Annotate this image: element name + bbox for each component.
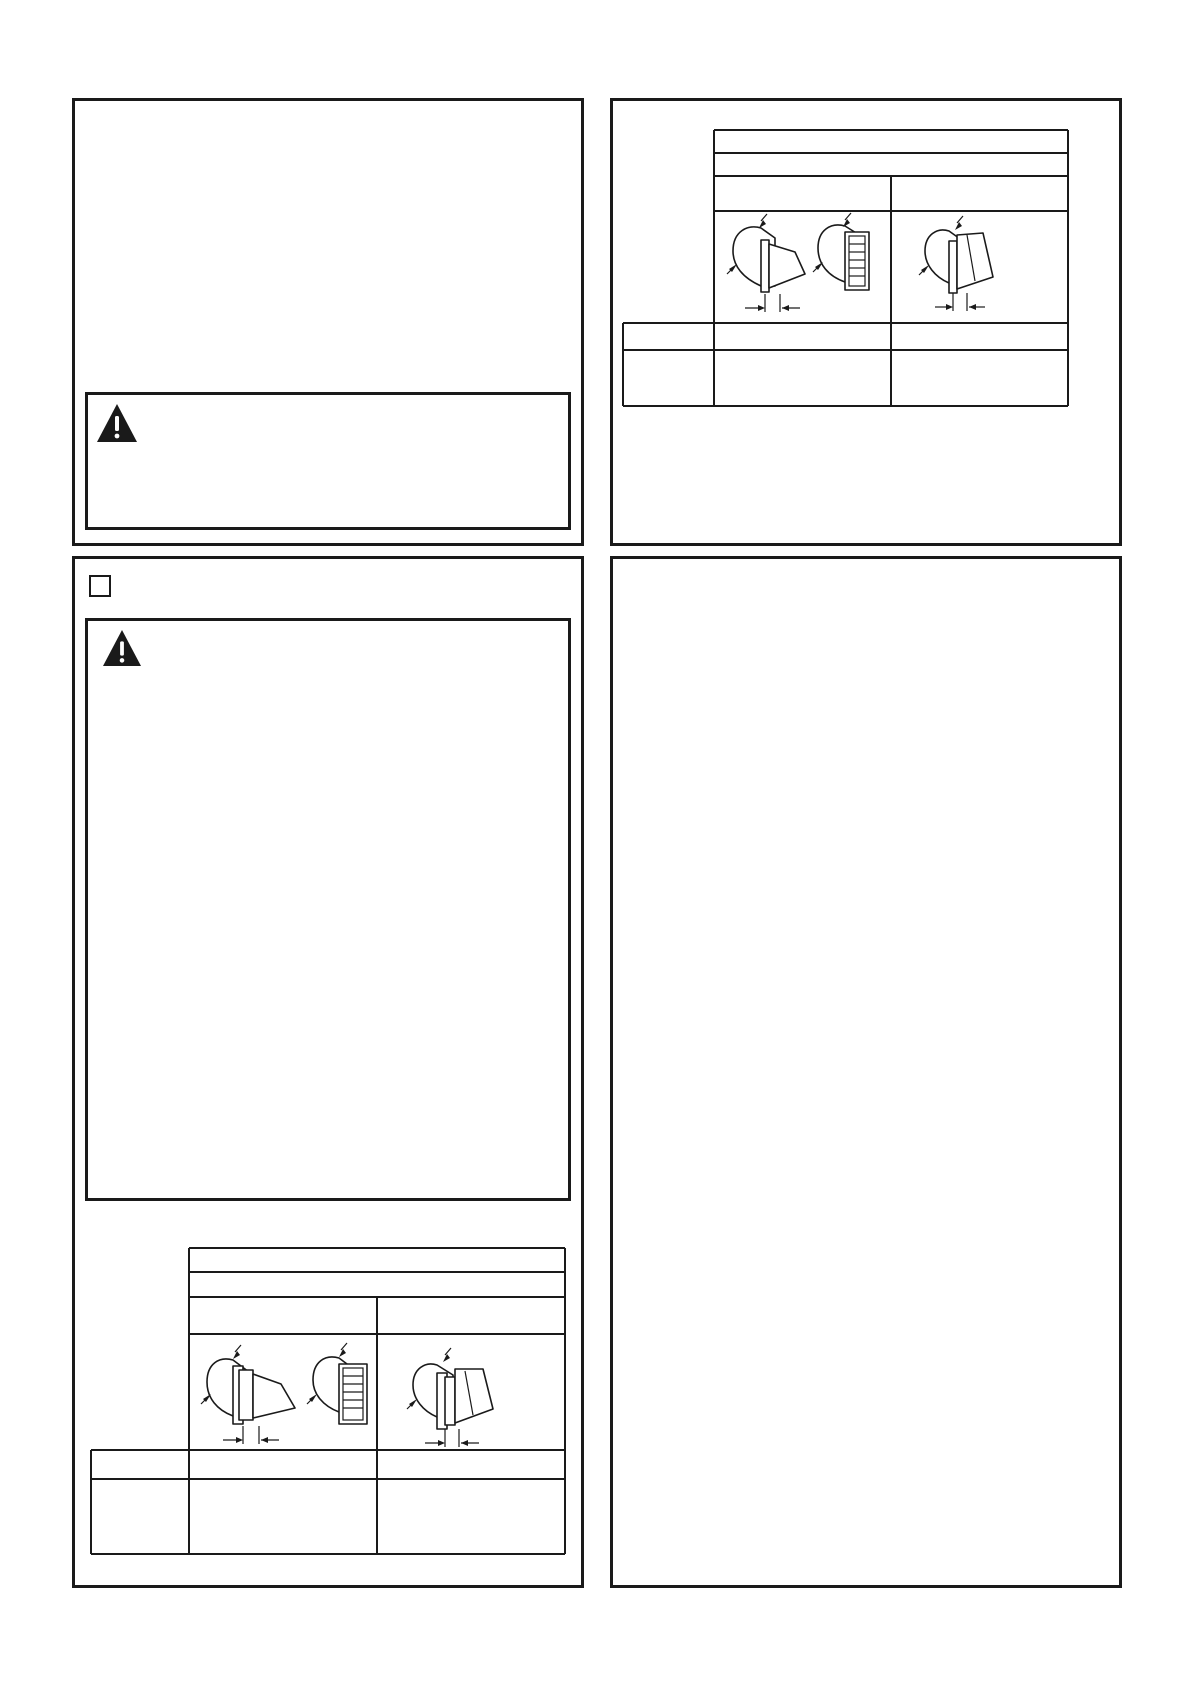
panel-bottom-left [72,556,584,1588]
panel-top-left [72,98,584,546]
panel-bottom-right [610,556,1122,1588]
warning-box [85,392,571,530]
louvered-wall-cap-icon [813,213,869,290]
wall-cap-damper-icon [201,1345,295,1444]
vent-cap-table [613,101,1119,543]
panel-top-right [610,98,1122,546]
hooded-wall-cap-icon [919,216,993,311]
hooded-wall-cap-icon [407,1348,493,1447]
vent-cap-table [75,559,581,1585]
louvered-wall-cap-icon [307,1343,367,1424]
wall-cap-damper-icon [727,214,805,312]
warning-triangle-icon [96,403,138,443]
